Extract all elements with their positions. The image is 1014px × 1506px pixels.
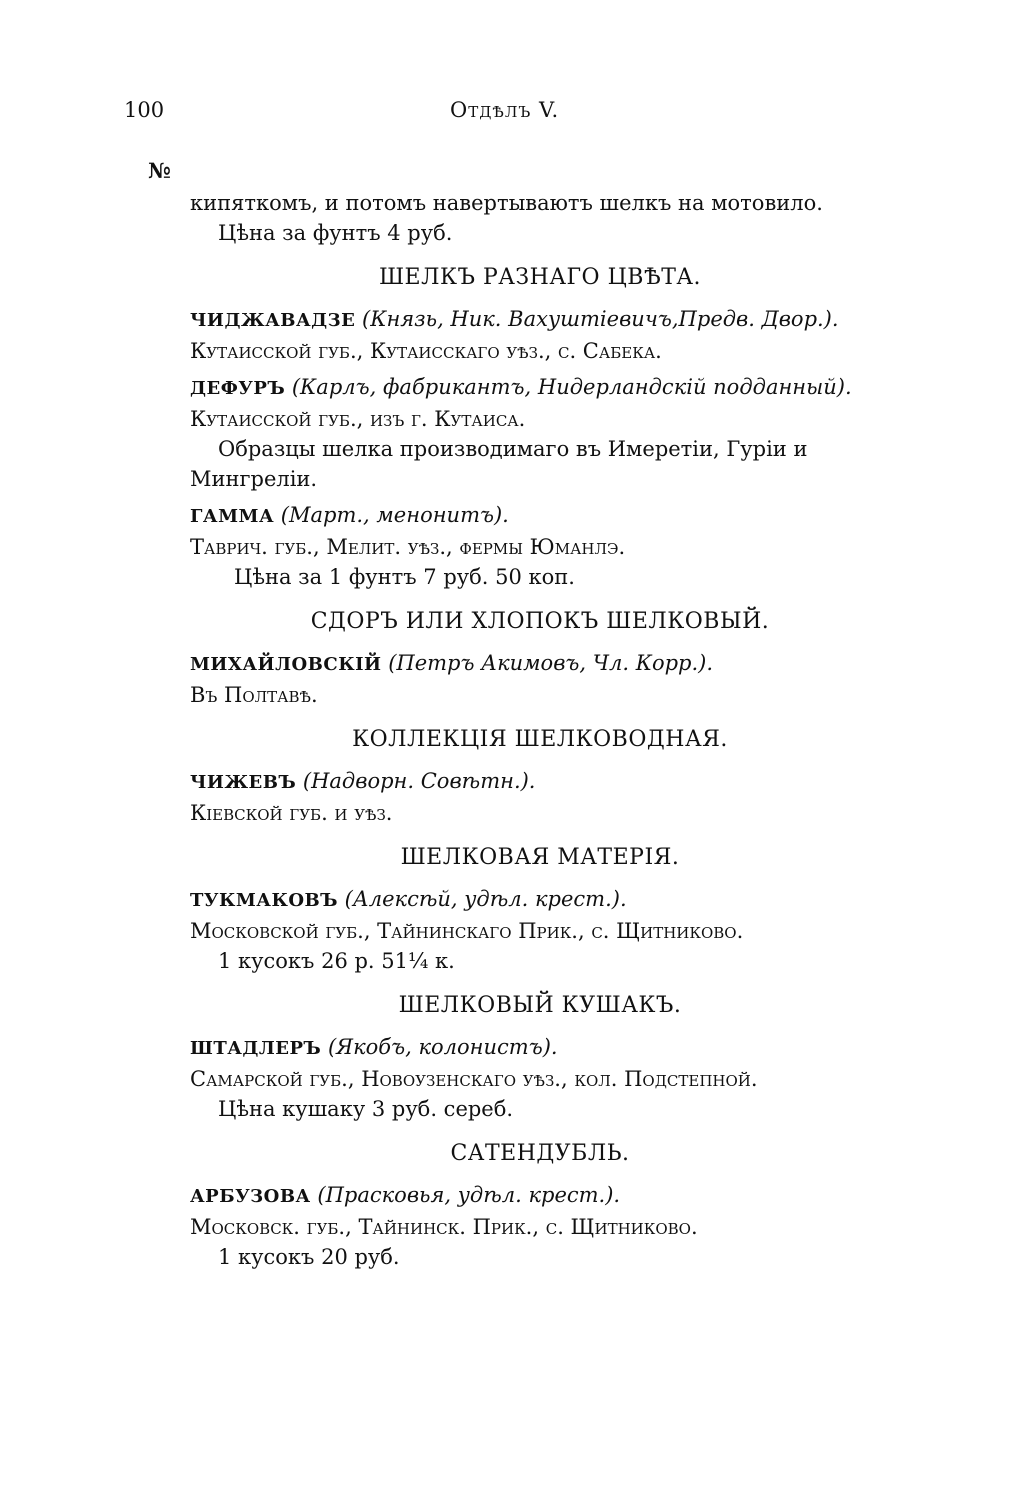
exhibitor-note: (Алексѣй, удѣл. крест.).: [344, 887, 627, 911]
section-heading: ШЕЛКОВЫЙ КУШАКЪ.: [398, 993, 682, 1018]
exhibitor-place: Кіевской губ. и уѣз.: [190, 801, 393, 825]
section-heading: СДОРЪ ИЛИ ХЛОПОКЪ ШЕЛКОВЫЙ.: [310, 609, 770, 634]
exhibitor-note: (Прасковья, удѣл. крест.).: [317, 1183, 621, 1207]
exhibitor-name: АРБУЗОВА: [190, 1186, 311, 1207]
exhibitor-name: ДЕФУРЪ: [190, 378, 286, 399]
exhibitor-price: 1 кусокъ 26 р. 51¼ к.: [218, 949, 455, 973]
exhibitor-place: Кутаисской губ., Кутаисскаго уѣз., с. Сабека.: [190, 339, 662, 363]
exhibitor-note: (Карлъ, фабрикантъ, Нидерландскій подданный).: [291, 375, 852, 399]
exhibitor-place: Въ Полтавѣ.: [190, 683, 318, 707]
exhibitor-price: Цѣна кушаку 3 руб. сереб.: [218, 1097, 514, 1121]
exhibitor-place: Московск. губ., Тайнинск. Прик., с. Щитниково.: [190, 1215, 698, 1239]
exhibitor-place: Московской губ., Тайнинскаго Прик., с. Щитниково.: [190, 919, 744, 943]
section-heading: КОЛЛЕКЦІЯ ШЕЛКОВОДНАЯ.: [352, 727, 728, 752]
exhibitor-price: 1 кусокъ 20 руб.: [218, 1245, 400, 1269]
exhibitor-place: Самарской губ., Новоузенскаго уѣз., кол. Подстепной.: [190, 1067, 758, 1091]
exhibitor-place: Таврич. губ., Мелит. уѣз., фермы Юманлэ.: [190, 535, 626, 559]
exhibitor-entry: [190, 766, 890, 828]
exhibitor-entry: [190, 1180, 890, 1272]
page-number: 100: [124, 98, 165, 122]
page-content: [190, 188, 890, 1272]
section-heading: ШЕЛКОВАЯ МАТЕРІЯ.: [400, 845, 680, 870]
section-heading: САТЕНДУБЛЬ.: [450, 1141, 630, 1166]
intro-price: Цѣна за фунтъ 4 руб.: [218, 221, 453, 245]
exhibitor-entry: [190, 648, 890, 710]
exhibitor-name: ШТАДЛЕРЪ: [190, 1038, 322, 1059]
exhibitor-description-cont: Мингреліи.: [190, 467, 318, 491]
intro-line: кипяткомъ, и потомъ навертываютъ шелкъ на мотовило.: [190, 191, 823, 215]
exhibitor-name: ЧИЖЕВЪ: [190, 772, 297, 793]
exhibitor-entry: [190, 1032, 890, 1124]
exhibitor-price: Цѣна за 1 фунтъ 7 руб. 50 коп.: [234, 565, 575, 589]
exhibitor-entry: [190, 884, 890, 976]
exhibitor-entry: [190, 304, 890, 366]
running-head: Отдѣлъ V.: [450, 98, 560, 122]
exhibitor-name: ТУКМАКОВЪ: [190, 890, 338, 911]
exhibitor-name: ГАММА: [190, 506, 275, 527]
exhibitor-entry: [190, 500, 890, 592]
exhibitor-note: (Март., менонитъ).: [280, 503, 509, 527]
exhibitor-name: ЧИДЖАВАДЗЕ: [190, 310, 356, 331]
number-sign: №: [148, 158, 171, 183]
exhibitor-note: (Князь, Ник. Вахуштіевичъ,Предв. Двор.).: [362, 307, 839, 331]
exhibitor-note: (Надворн. Совѣтн.).: [302, 769, 536, 793]
exhibitor-note: (Якобъ, колонистъ).: [327, 1035, 558, 1059]
exhibitor-place: Кутаисской губ., изъ г. Кутаиса.: [190, 407, 526, 431]
exhibitor-note: (Петръ Акимовъ, Чл. Корр.).: [388, 651, 714, 675]
exhibitor-entry: [190, 372, 890, 494]
section-heading: ШЕЛКЪ РАЗНАГО ЦВѢТА.: [378, 265, 702, 290]
exhibitor-description: Образцы шелка производимаго въ Имеретіи, Гуріи и: [218, 437, 808, 461]
exhibitor-name: МИХАЙЛОВСКІЙ: [190, 654, 382, 675]
